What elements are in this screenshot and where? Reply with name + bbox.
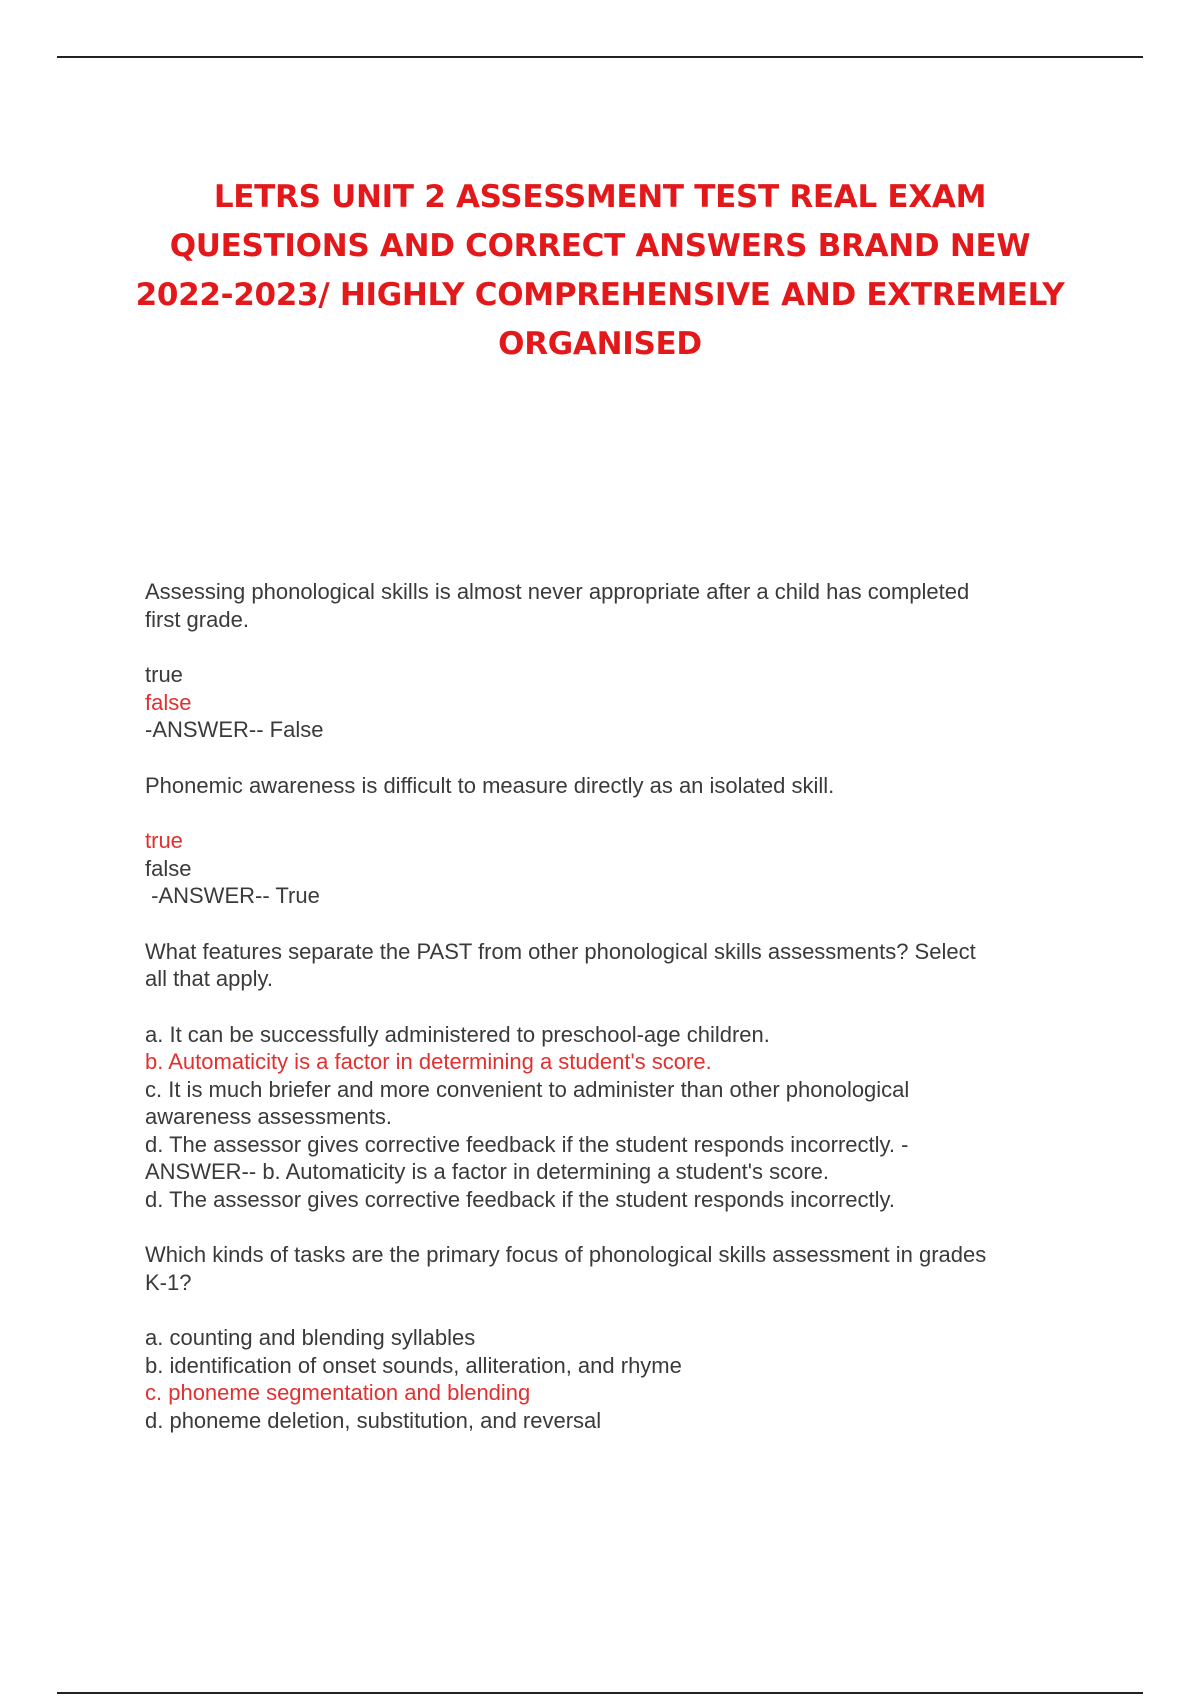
question-2 <box>145 772 1085 910</box>
question-1-text-line-1: Assessing phonological skills is almost never appropriate after a child has completed <box>145 579 970 604</box>
title-line-2: QUESTIONS AND CORRECT ANSWERS BRAND NEW <box>169 228 1031 264</box>
question-4 <box>145 1241 1085 1434</box>
question-2-option-false: false <box>145 855 192 881</box>
question-3-option-d: d. The assessor gives corrective feedback if the student responds incorrectly. - <box>145 1131 909 1157</box>
question-1-option-true: true <box>145 662 183 687</box>
footer-rule <box>57 1692 1143 1694</box>
title-line-1: LETRS UNIT 2 ASSESSMENT TEST REAL EXAM <box>213 179 987 215</box>
question-4-option-b: b. identification of onset sounds, alliteration, and rhyme <box>145 1352 682 1378</box>
question-3-option-b-correct: b. Automaticity is a factor in determining a student's score. <box>145 1049 712 1074</box>
question-1-option-false-correct: false <box>145 689 192 715</box>
question-1 <box>145 578 1085 744</box>
document-title <box>100 173 1100 369</box>
question-3-option-c-line-1: c. It is much briefer and more convenient to administer than other phonological <box>145 1076 910 1102</box>
question-2-answer: -ANSWER-- True <box>145 883 320 908</box>
question-3 <box>145 938 1085 1214</box>
question-4-option-a: a. counting and blending syllables <box>145 1325 476 1350</box>
question-2-option-true-correct: true <box>145 828 183 853</box>
title-line-4: ORGANISED <box>498 326 702 362</box>
question-3-option-c-line-2: awareness assessments. <box>145 1104 392 1129</box>
question-4-option-d: d. phoneme deletion, substitution, and reversal <box>145 1407 602 1433</box>
question-3-answer-line-1: ANSWER-- b. Automaticity is a factor in determining a student's score. <box>145 1159 830 1184</box>
question-1-answer: -ANSWER-- False <box>145 717 324 742</box>
header-rule <box>57 56 1143 58</box>
question-list <box>145 578 1085 1434</box>
question-3-text-line-1: What features separate the PAST from other phonological skills assessments? Select <box>145 938 976 964</box>
question-3-answer-line-2: d. The assessor gives corrective feedback if the student responds incorrectly. <box>145 1186 895 1212</box>
question-3-option-a: a. It can be successfully administered to preschool-age children. <box>145 1021 770 1047</box>
question-3-text-line-2: all that apply. <box>145 966 274 991</box>
question-4-option-c-correct: c. phoneme segmentation and blending <box>145 1380 531 1405</box>
question-4-text-line-2: K-1? <box>145 1269 192 1295</box>
question-2-text: Phonemic awareness is difficult to measure directly as an isolated skill. <box>145 772 835 798</box>
question-1-text-line-2: first grade. <box>145 606 249 632</box>
title-line-3: 2022-2023/ HIGHLY COMPREHENSIVE AND EXTREMELY <box>135 277 1065 313</box>
question-4-text-line-1: Which kinds of tasks are the primary focus of phonological skills assessment in grades <box>145 1242 987 1267</box>
